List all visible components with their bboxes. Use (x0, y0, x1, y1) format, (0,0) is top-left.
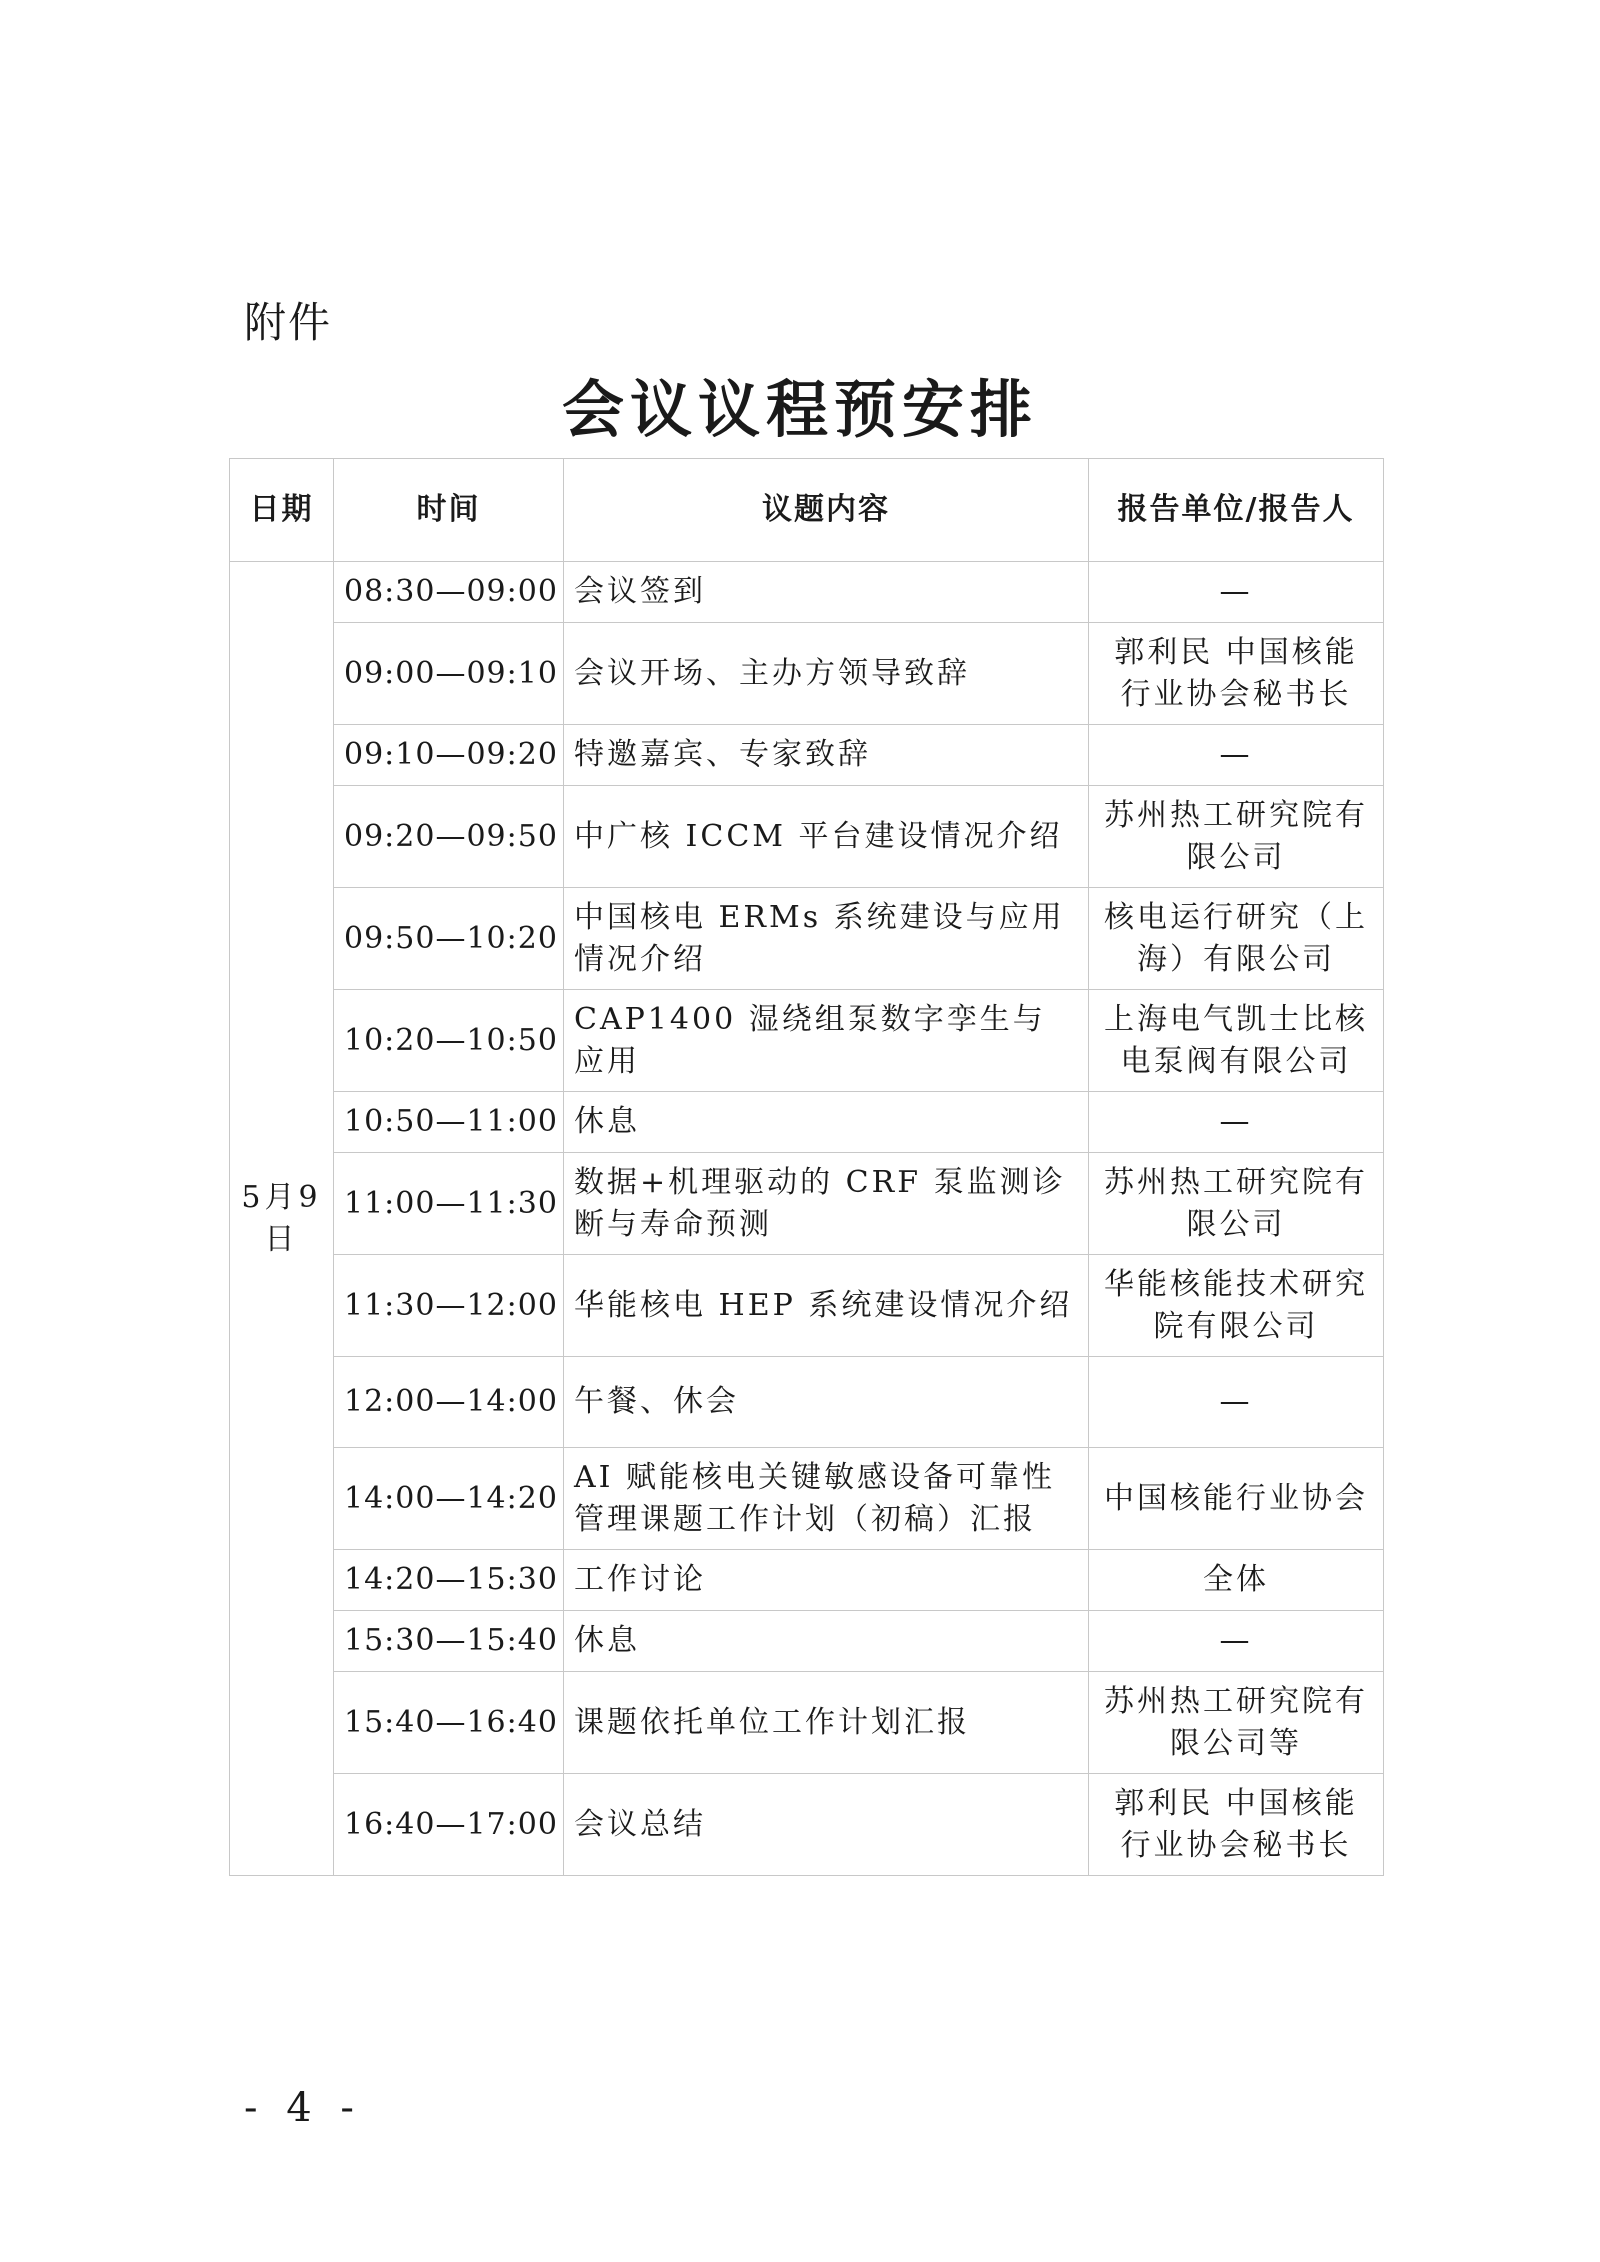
topic-cell: 中国核电 ERMs 系统建设与应用情况介绍 (564, 888, 1089, 990)
time-cell: 09:00—09:10 (334, 623, 564, 725)
time-cell: 16:40—17:00 (334, 1774, 564, 1876)
presenter-cell: 苏州热工研究院有限公司 (1089, 1153, 1384, 1255)
topic-cell: 会议签到 (564, 562, 1089, 623)
time-cell: 11:00—11:30 (334, 1153, 564, 1255)
table-row (230, 1774, 1384, 1876)
table-row (230, 1611, 1384, 1672)
table-row (230, 990, 1384, 1092)
table-row (230, 1092, 1384, 1153)
page-title: 会议议程预安排 (561, 373, 1038, 446)
time-cell: 15:30—15:40 (334, 1611, 564, 1672)
topic-cell: 休息 (564, 1611, 1089, 1672)
topic-cell: 中广核 ICCM 平台建设情况介绍 (564, 786, 1089, 888)
table-row (230, 1255, 1384, 1357)
table-row (230, 1672, 1384, 1774)
table-row (230, 888, 1384, 990)
table-row (230, 1550, 1384, 1611)
topic-cell: 数据+机理驱动的 CRF 泵监测诊断与寿命预测 (564, 1153, 1089, 1255)
presenter-cell: 郭利民 中国核能行业协会秘书长 (1089, 623, 1384, 725)
topic-cell: 华能核电 HEP 系统建设情况介绍 (564, 1255, 1089, 1357)
time-cell: 08:30—09:00 (334, 562, 564, 623)
presenter-cell: 全体 (1089, 1550, 1384, 1611)
table-row (230, 1153, 1384, 1255)
topic-cell: 工作讨论 (564, 1550, 1089, 1611)
presenter-cell: 华能核能技术研究院有限公司 (1089, 1255, 1384, 1357)
topic-cell: 特邀嘉宾、专家致辞 (564, 725, 1089, 786)
time-cell: 14:00—14:20 (334, 1448, 564, 1550)
column-header-date: 日期 (230, 459, 334, 562)
column-header-presenter: 报告单位/报告人 (1089, 459, 1384, 562)
topic-cell: 午餐、休会 (564, 1357, 1089, 1448)
table-row (230, 725, 1384, 786)
time-cell: 09:10—09:20 (334, 725, 564, 786)
presenter-cell: 郭利民 中国核能行业协会秘书长 (1089, 1774, 1384, 1876)
topic-cell: CAP1400 湿绕组泵数字孪生与应用 (564, 990, 1089, 1092)
topic-cell: 会议总结 (564, 1774, 1089, 1876)
time-cell: 10:50—11:00 (334, 1092, 564, 1153)
presenter-cell: 核电运行研究（上海）有限公司 (1089, 888, 1384, 990)
presenter-cell: — (1089, 1092, 1384, 1153)
presenter-cell: — (1089, 725, 1384, 786)
time-cell: 09:20—09:50 (334, 786, 564, 888)
table-row (230, 1357, 1384, 1448)
time-cell: 15:40—16:40 (334, 1672, 564, 1774)
presenter-cell: — (1089, 1357, 1384, 1448)
column-header-time: 时间 (334, 459, 564, 562)
presenter-cell: 苏州热工研究院有限公司 (1089, 786, 1384, 888)
presenter-cell: 苏州热工研究院有限公司等 (1089, 1672, 1384, 1774)
topic-cell: AI 赋能核电关键敏感设备可靠性管理课题工作计划（初稿）汇报 (564, 1448, 1089, 1550)
table-row (230, 786, 1384, 888)
column-header-topic: 议题内容 (564, 459, 1089, 562)
table-row (230, 562, 1384, 623)
table-header-row (230, 459, 1384, 562)
time-cell: 09:50—10:20 (334, 888, 564, 990)
presenter-cell: — (1089, 562, 1384, 623)
time-cell: 14:20—15:30 (334, 1550, 564, 1611)
time-cell: 10:20—10:50 (334, 990, 564, 1092)
agenda-table (229, 458, 1384, 1876)
page-number: - 4 - (244, 2085, 362, 2131)
table-row (230, 1448, 1384, 1550)
topic-cell: 会议开场、主办方领导致辞 (564, 623, 1089, 725)
presenter-cell: 中国核能行业协会 (1089, 1448, 1384, 1550)
date-cell: 5月9日 (230, 562, 334, 1876)
attachment-label: 附件 (244, 298, 333, 347)
topic-cell: 课题依托单位工作计划汇报 (564, 1672, 1089, 1774)
time-cell: 12:00—14:00 (334, 1357, 564, 1448)
time-cell: 11:30—12:00 (334, 1255, 564, 1357)
topic-cell: 休息 (564, 1092, 1089, 1153)
table-row (230, 623, 1384, 725)
presenter-cell: 上海电气凯士比核电泵阀有限公司 (1089, 990, 1384, 1092)
presenter-cell: — (1089, 1611, 1384, 1672)
